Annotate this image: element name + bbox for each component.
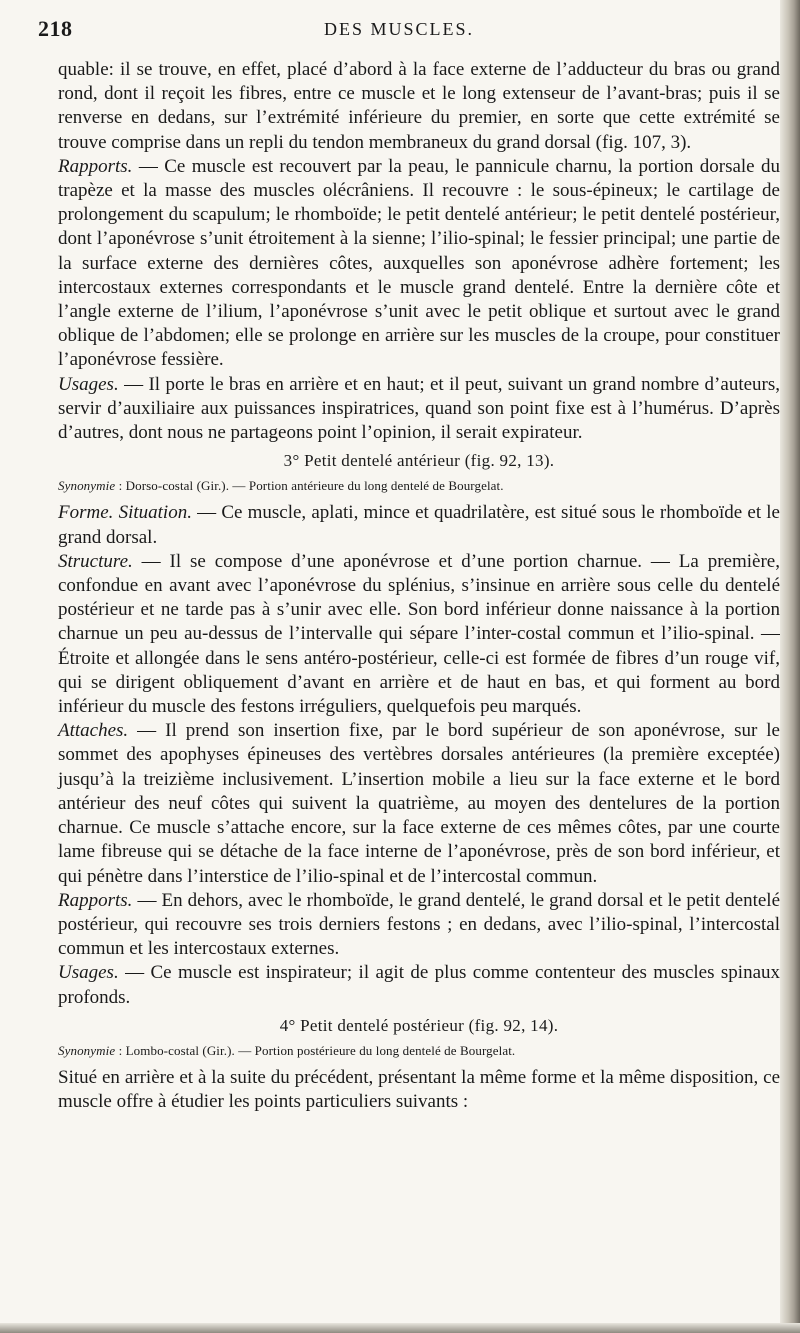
synonymy-note <box>58 475 780 497</box>
page-bottom-shadow <box>0 1323 800 1333</box>
paragraph-rapports <box>58 155 780 373</box>
paragraph-text: — Ce muscle est inspirateur; il agit de plus comme contenteur des muscles spinaux profonds. <box>58 962 780 1008</box>
synonymy-text: : Dorso-costal (Gir.). — Portion antérieure du long dentelé de Bourgelat. <box>115 478 504 494</box>
synonymy-label: Synonymie <box>58 1042 116 1058</box>
section-heading: 3° Petit dentelé antérieur (fig. 92, 13). <box>283 451 555 471</box>
paragraph-structure <box>58 550 780 719</box>
section-heading: 4° Petit dentelé postérieur (fig. 92, 14). <box>279 1015 559 1035</box>
run-in-heading: Attaches. <box>58 720 129 742</box>
run-in-heading: Rapports. <box>58 889 133 911</box>
run-in-heading: Usages. <box>58 373 119 395</box>
paragraph-intro: Situé en arrière et à la suite du précédent, présentant la même forme et la même disposition, ce muscle offre à étudier les points particuliers suivants : <box>58 1066 780 1113</box>
running-title: DES MUSCLES. <box>323 19 475 39</box>
synonymy-note <box>58 1040 780 1062</box>
synonymy-text: : Lombo-costal (Gir.). — Portion postérieure du long dentelé de Bourgelat. <box>115 1042 516 1058</box>
paragraph-text: — Il se compose d’une aponévrose et d’une portion charnue. — La première, confondue en avant avec l’aponévrose du splénius, s’insinue en arrière sous celle du dentelé postérieur et ne tarde pas à s’unir avec elle. Son bord inférieur donne naissance à la portion charnue un peu au-dessus de l’intervalle qui sépare l’inter-costal commun et l’ilio-spinal. — Étroite et allongée dans le sens antéro-postérieur, celle-ci est formée de fibres d’un rouge vif, qui se dirigent obliquement d’avant en arrière et de haut en bas, et qui forment au bord inférieur du muscle des festons irréguliers, quelquefois peu marqués. <box>58 550 780 718</box>
run-in-heading: Rapports. <box>58 155 133 177</box>
paragraph-text: — Il porte le bras en arrière et en haut; et il peut, suivant un grand nombre d’auteurs, servir d’auxiliaire aux puissances inspiratrices, quand son point fixe est à l’humérus. D’après d’autres, dont nous ne partageons point l’opinion, il serait expirateur. <box>58 373 780 444</box>
paragraph-text: — Ce muscle est recouvert par la peau, le pannicule charnu, la portion dorsale du trapèze et la masse des muscles olécrâniens. Il recouvre : le sous-épineux; le cartilage de prolongement du scapulum; le rhomboïde; le petit dentelé antérieur; le petit dentelé postérieur, dont l’aponévrose s’unit étroitement à la sienne; l’ilio-spinal; le fessier principal; une partie de la surface externe des dernières côtes, auxquelles son aponévrose adhère fortement; les intercostaux externes correspondants et le muscle grand dentelé. Entre la dernière côte et l’angle externe de l’ilium, l’aponévrose s’unit avec le petit oblique et surtout avec le grand oblique de l’abdomen; elle se prolonge en arrière sur les muscles de la croupe, pour constituer l’aponévrose fessière. <box>58 155 780 371</box>
paragraph-text: — Il prend son insertion fixe, par le bord supérieur de son aponévrose, sur le sommet des apophyses épineuses des vertèbres dorsales antérieures (la première exceptée) jusqu’à la treizième inclusivement. L’insertion mobile a lieu sur la face externe et le bord antérieur des neuf côtes qui suivent la quatrième, au moyen des dentelures de la portion charnue. Ce muscle s’attache encore, sur la face externe de ces mêmes côtes, par une courte lame fibreuse qui se détache de la face interne de l’aponévrose, près de son bord inférieur, et qui pénètre dans l’interstice de l’ilio-spinal et de l’intercostal commun. <box>58 720 780 887</box>
page-number: 218 <box>38 16 73 41</box>
paragraph-continuation: quable: il se trouve, en effet, placé d’abord à la face externe de l’adducteur du bras ou grand rond, dont il reçoit les fibres, entre ce muscle et le long extenseur de l’avant-bras; puis il se renverse en dedans, sur l’extrémité inférieure du premier, en sorte que cette extrémité se trouve comprise dans un repli du tendon membraneux du grand dorsal (fig. 107, 3). <box>58 59 780 153</box>
paragraph-usages-2 <box>58 961 780 1009</box>
paragraph-forme <box>58 501 780 549</box>
paragraph-usages <box>58 373 780 446</box>
paragraph-text: — Ce muscle, aplati, mince et quadrilatère, est situé sous le rhomboïde et le grand dorsal. <box>58 502 780 548</box>
run-in-heading: Forme. Situation. <box>58 502 192 524</box>
run-in-heading: Structure. <box>58 550 133 572</box>
run-in-heading: Usages. <box>58 962 119 984</box>
page-edge-shadow <box>780 0 800 1333</box>
paragraph-text: — En dehors, avec le rhomboïde, le grand dentelé, le grand dorsal et le petit dentelé postérieur, qui recouvre ses trois derniers festons ; en dedans, avec l’ilio-spinal, l’intercostal commun et les intercostaux externes. <box>58 889 780 960</box>
body-text <box>58 58 780 1114</box>
synonymy-label: Synonymie <box>58 478 116 494</box>
paragraph-attaches <box>58 719 780 888</box>
paragraph-rapports-2 <box>58 889 780 962</box>
page-header <box>38 16 760 46</box>
